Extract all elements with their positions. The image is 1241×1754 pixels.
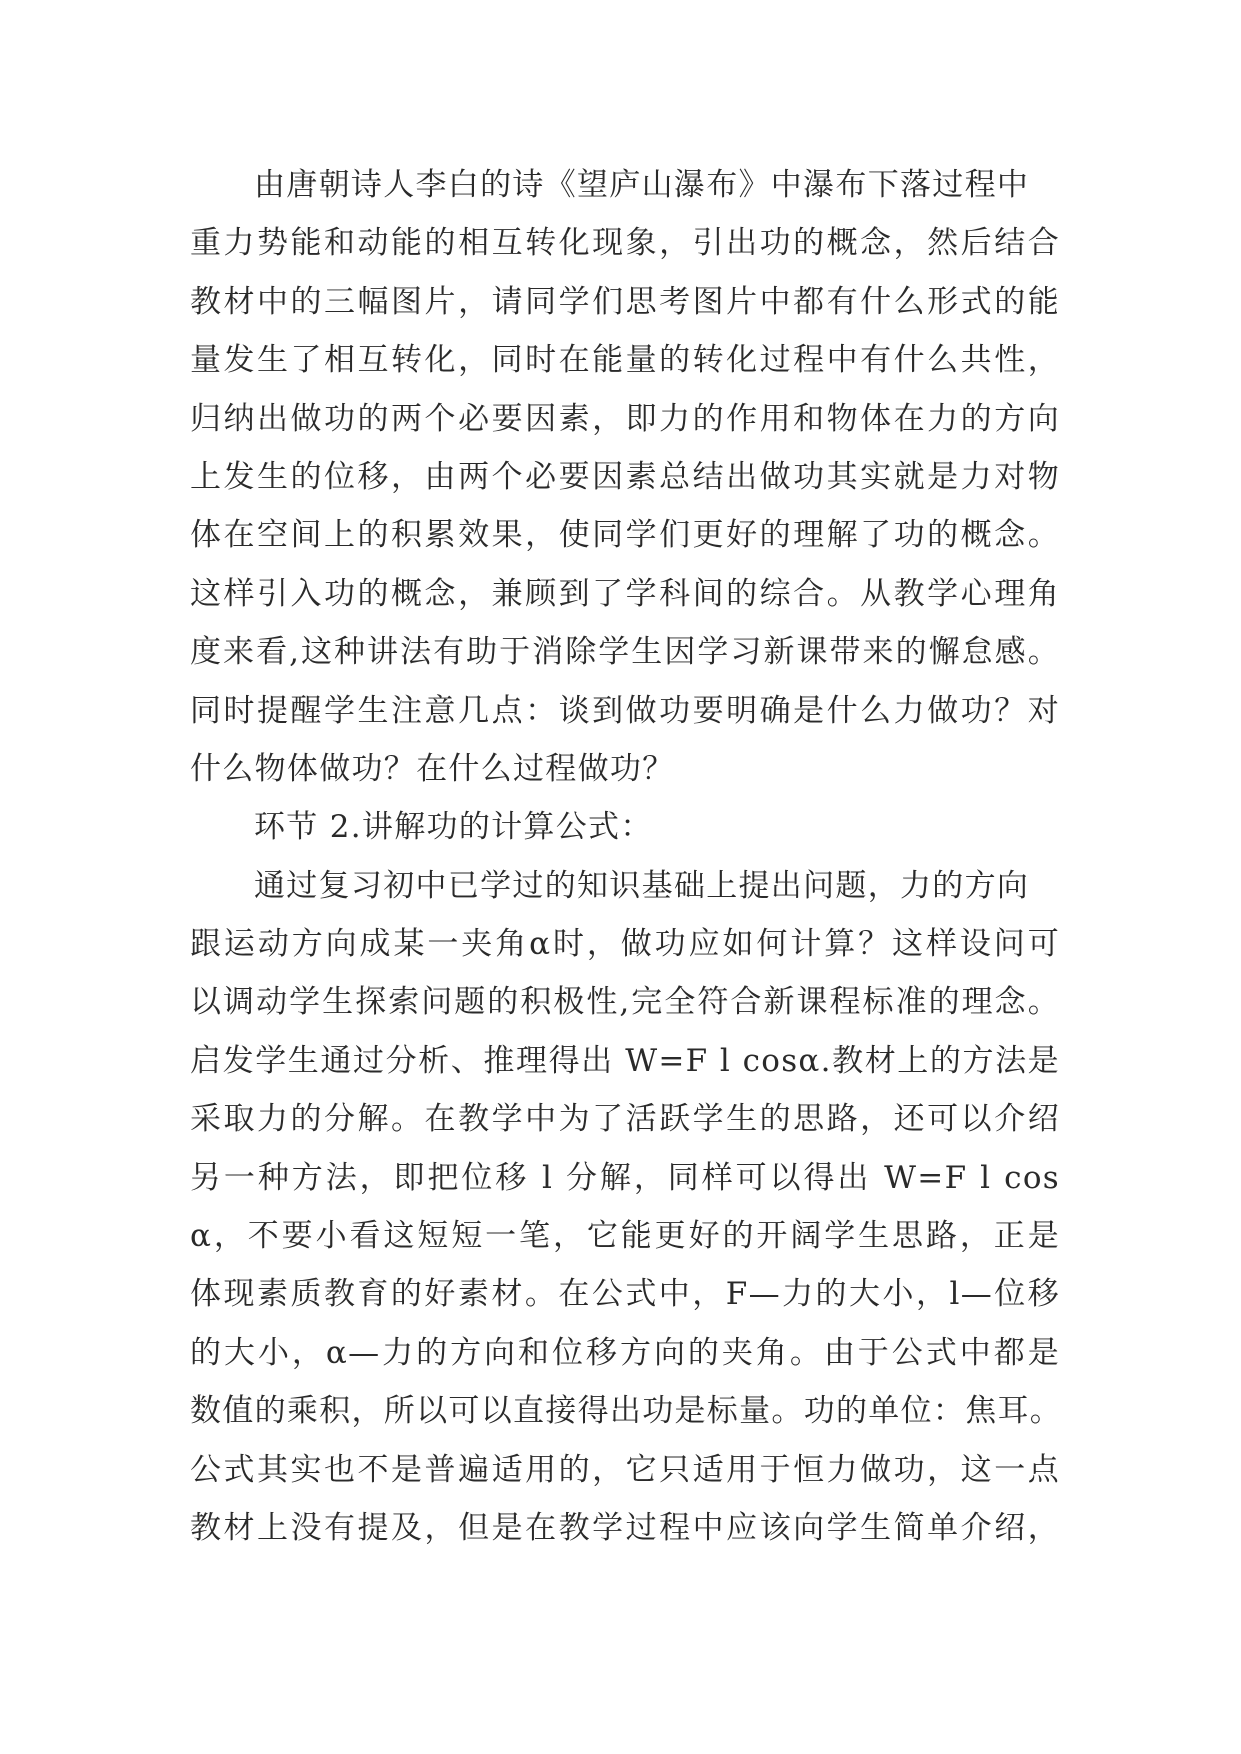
text-line: 教材中的三幅图片，请同学们思考图片中都有什么形式的能 (190, 283, 1060, 320)
text-line: 公式其实也不是普遍适用的，它只适用于恒力做功，这一点 (190, 1451, 1060, 1488)
text-line: 另一种方法，即把位移 l 分解，同样可以得出 W=F l cos (190, 1159, 1060, 1196)
text-line: 体现素质教育的好素材。在公式中，F—力的大小，l—位移 (190, 1276, 1060, 1313)
text-line: 以调动学生探索问题的积极性,完全符合新课程标准的理念。 (190, 984, 1060, 1021)
text-line: 重力势能和动能的相互转化现象，引出功的概念，然后结合 (190, 225, 1060, 262)
text-line: 什么物体做功？在什么过程做功？ (190, 750, 675, 787)
text-line: 量发生了相互转化，同时在能量的转化过程中有什么共性， (190, 342, 1060, 379)
text-line: 通过复习初中已学过的知识基础上提出问题，力的方向 (254, 867, 1030, 904)
text-line: 数值的乘积，所以可以直接得出功是标量。功的单位：焦耳。 (190, 1393, 1063, 1430)
text-line: 体在空间上的积累效果，使同学们更好的理解了功的概念。 (190, 517, 1060, 554)
text-line: 度来看,这种讲法有助于消除学生因学习新课带来的懈怠感。 (190, 634, 1060, 671)
text-line: 教材上没有提及，但是在教学过程中应该向学生简单介绍， (190, 1509, 1060, 1546)
text-line: 这样引入功的概念，兼顾到了学科间的综合。从教学心理角 (190, 575, 1060, 612)
text-line: 由唐朝诗人李白的诗《望庐山瀑布》中瀑布下落过程中 (254, 167, 1030, 203)
document-body (190, 156, 1063, 1557)
text-line: 启发学生通过分析、推理得出 W=F l cosα.教材上的方法是 (190, 1042, 1060, 1079)
text-line: 跟运动方向成某一夹角α时，做功应如何计算？这样设问可 (190, 926, 1060, 963)
text-line: 同时提醒学生注意几点：谈到做功要明确是什么力做功？对 (190, 692, 1060, 729)
text-line: 归纳出做功的两个必要因素，即力的作用和物体在力的方向 (190, 400, 1060, 437)
text-line: α，不要小看这短短一笔，它能更好的开阔学生思路，正是 (190, 1218, 1060, 1255)
text-line: 采取力的分解。在教学中为了活跃学生的思路，还可以介绍 (190, 1101, 1060, 1138)
text-line: 上发生的位移，由两个必要因素总结出做功其实就是力对物 (190, 458, 1060, 495)
section-heading: 环节 2.讲解功的计算公式： (254, 809, 653, 846)
text-line: 的大小，α—力的方向和位移方向的夹角。由于公式中都是 (190, 1334, 1060, 1371)
